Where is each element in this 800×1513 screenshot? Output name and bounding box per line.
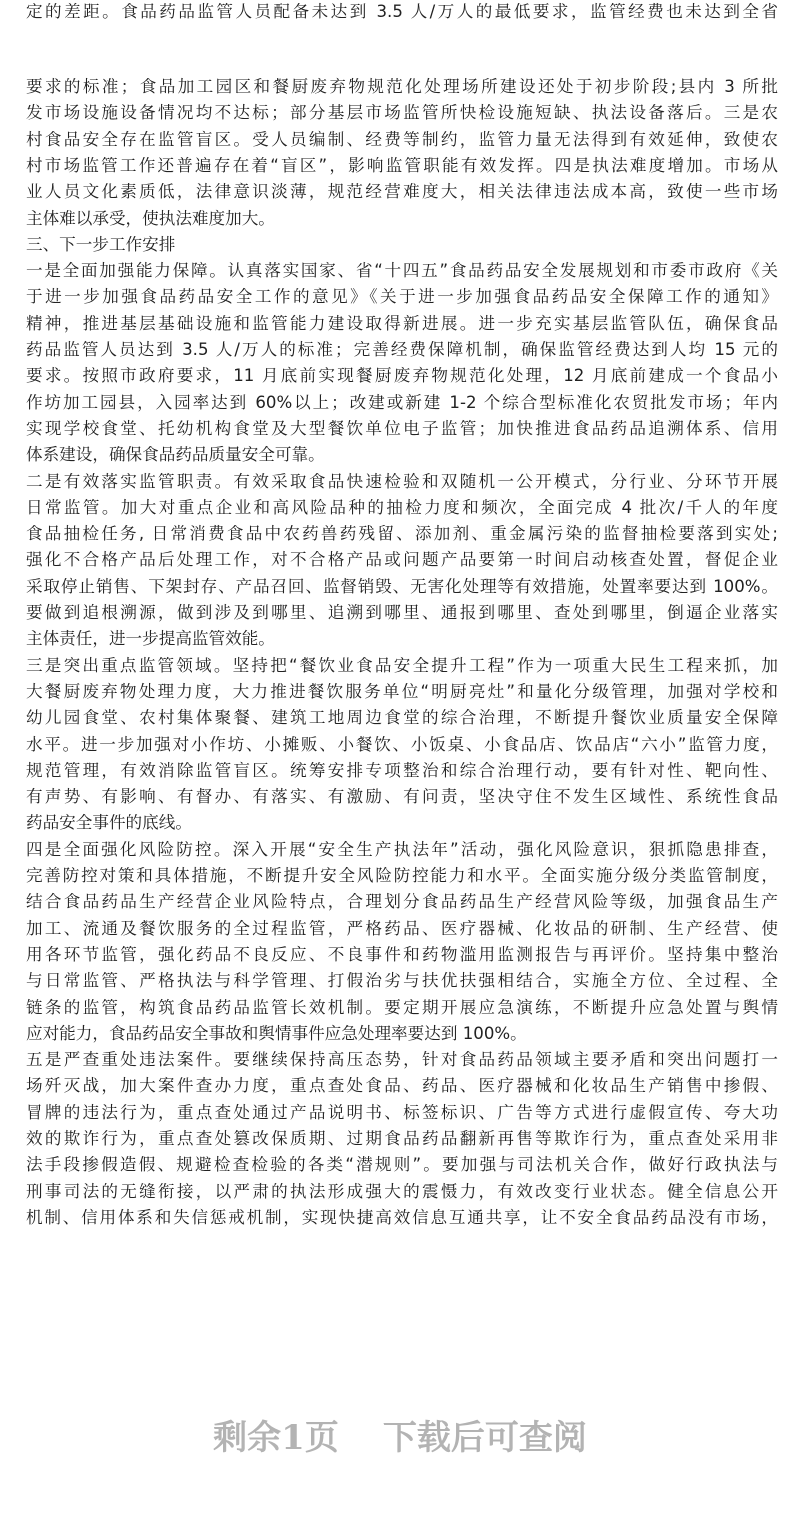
download-to-view-label: 下载后可查阅 bbox=[382, 1418, 587, 1458]
text-line: 体系建设，确保食品药品质量安全可靠。 bbox=[26, 445, 325, 465]
text-line: 药品安全事件的底线。 bbox=[26, 813, 192, 833]
text-line: 刑事司法的无缝衔接，以严肃的执法形成强大的震慑力，有效改变行业状态。健全信息公开 bbox=[26, 1181, 778, 1201]
text-line: 机制、信用体系和失信惩戒机制，实现快捷高效信息互通共享，让不安全食品药品没有市场， bbox=[26, 1207, 778, 1227]
remaining-pages-label: 剩余1页 bbox=[213, 1418, 339, 1458]
text-line: 法手段掺假造假、规避检查检验的各类“潜规则”。要加强与司法机关合作，做好行政执法与 bbox=[26, 1155, 778, 1175]
text-line: 加工、流通及餐饮服务的全过程监管，严格药品、医疗器械、化妆品的研制、生产经营、使 bbox=[26, 918, 778, 938]
text-line: 链条的监管，构筑食品药品监管长效机制。要定期开展应急演练，不断提升应急处置与舆情 bbox=[26, 997, 778, 1017]
text-line: 五是严查重处违法案件。要继续保持高压态势，针对食品药品领域主要矛盾和突出问题打一 bbox=[26, 1050, 778, 1070]
text-line: 效的欺诈行为，重点查处篡改保质期、过期食品药品翻新再售等欺诈行为，重点查处采用非 bbox=[26, 1129, 778, 1148]
text-line: 幼儿园食堂、农村集体聚餐、建筑工地周边食堂的综合治理，不断提升餐饮业质量安全保障 bbox=[26, 708, 778, 728]
text-line: 主体责任，进一步提高监管效能。 bbox=[26, 629, 275, 649]
text-line: 实现学校食堂、托幼机构食堂及大型餐饮单位电子监管；加快推进食品药品追溯体系、信用 bbox=[26, 418, 778, 438]
text-line: 要求。按照市政府要求，11 月底前实现餐厨废弃物规范化处理，12 月底前建成一个食品小 bbox=[26, 366, 778, 386]
text-line: 应对能力，食品药品安全事故和舆情事件应急处理率要达到 100%。 bbox=[26, 1023, 527, 1043]
text-line: 四是全面强化风险防控。深入开展“安全生产执法年”活动，强化风险意识，狠抓隐患排查， bbox=[26, 839, 778, 859]
text-line: 日常监管。加大对重点企业和高风险品种的抽检力度和频次，全面完成 4 批次/千人的年度 bbox=[26, 497, 778, 517]
text-line: 强化不合格产品后处理工作，对不合格产品或问题产品要第一时间启动核查处置，督促企业 bbox=[26, 550, 778, 570]
text-line: 三、下一步工作安排 bbox=[26, 234, 176, 254]
text-line: 作坊加工园县，入园率达到 60%以上；改建或新建 1-2 个综合型标准化农贸批发市场；年内 bbox=[26, 392, 778, 412]
text-line: 三是突出重点监管领域。坚持把“餐饮业食品安全提升工程”作为一项重大民生工程来抓，加 bbox=[26, 655, 778, 675]
text-line: 水平。进一步加强对小作坊、小摊贩、小餐饮、小饭桌、小食品店、饮品店“六小”监管力度， bbox=[26, 734, 778, 754]
text-line: 村食品安全存在监管盲区。受人员编制、经费等制约，监管力量无法得到有效延伸，致使农 bbox=[26, 129, 778, 149]
text-line: 主体难以承受，使执法难度加大。 bbox=[26, 208, 275, 228]
text-line: 精神，推进基层基础设施和监管能力建设取得新进展。进一步充实基层监管队伍，确保食品 bbox=[26, 313, 778, 333]
text-line: 定的差距。食品药品监管人员配备未达到 3.5 人/万人的最低要求，监管经费也未达到全省 bbox=[26, 2, 778, 21]
text-line: 要做到追根溯源，做到涉及到哪里、追溯到哪里、通报到哪里、查处到哪里，倒逼企业落实 bbox=[26, 603, 778, 622]
text-line: 于进一步加强食品药品安全工作的意见》《关于进一步加强食品药品安全保障工作的通知》 bbox=[26, 287, 778, 307]
text-line: 结合食品药品生产经营企业风险特点，合理划分食品药品生产经营风险等级，加强食品生产 bbox=[26, 892, 778, 912]
text-line: 发市场设施设备情况均不达标；部分基层市场监管所快检设施短缺、执法设备落后。三是农 bbox=[26, 103, 778, 123]
text-line: 食品抽检任务, 日常消费食品中农药兽药残留、添加剂、重金属污染的监督抽检要落到实处; bbox=[26, 524, 778, 544]
preview-limit-banner bbox=[0, 1411, 800, 1465]
text-line: 有声势、有影响、有督办、有落实、有激励、有问责，坚决守住不发生区域性、系统性食品 bbox=[26, 787, 778, 807]
text-line: 场歼灭战，加大案件查办力度，重点查处食品、药品、医疗器械和化妆品生产销售中掺假、 bbox=[26, 1076, 778, 1096]
text-line: 业人员文化素质低，法律意识淡薄，规范经营难度大，相关法律违法成本高，致使一些市场 bbox=[26, 182, 778, 202]
text-line: 完善防控对策和具体措施，不断提升安全风险防控能力和水平。全面实施分级分类监管制度， bbox=[26, 866, 778, 885]
text-line: 与日常监管、严格执法与科学管理、打假治劣与扶优扶强相结合，实施全方位、全过程、全 bbox=[26, 971, 778, 991]
text-line: 药品监管人员达到 3.5 人/万人的标准；完善经费保障机制，确保监管经费达到人均 15 元的 bbox=[26, 340, 778, 359]
text-line: 一是全面加强能力保障。认真落实国家、省“十四五”食品药品安全发展规划和市委市政府《关 bbox=[26, 261, 778, 281]
text-line: 要求的标准；食品加工园区和餐厨废弃物规范化处理场所建设还处于初步阶段;县内 3 所批 bbox=[26, 77, 778, 96]
text-line: 规范管理，有效消除监管盲区。统筹安排专项整治和综合治理行动，要有针对性、靶向性、 bbox=[26, 760, 778, 780]
text-line: 大餐厨废弃物处理力度，大力推进餐饮服务单位“明厨亮灶”和量化分级管理，加强对学校和 bbox=[26, 681, 778, 701]
text-line: 采取停止销售、下架封存、产品召回、监督销毁、无害化处理等有效措施，处置率要达到 100%。 bbox=[26, 576, 778, 596]
text-line: 村市场监管工作还普遍存在着“盲区”，影响监管职能有效发挥。四是执法难度增加。市场从 bbox=[26, 155, 778, 175]
text-line: 冒牌的违法行为，重点查处通过产品说明书、标签标识、广告等方式进行虚假宣传、夸大功 bbox=[26, 1102, 778, 1122]
text-line: 用各环节监管，强化药品不良反应、不良事件和药物滥用监测报告与再评价。坚持集中整治 bbox=[26, 944, 778, 964]
text-line: 二是有效落实监管职责。有效采取食品快速检验和双随机一公开模式，分行业、分环节开展 bbox=[26, 471, 778, 491]
